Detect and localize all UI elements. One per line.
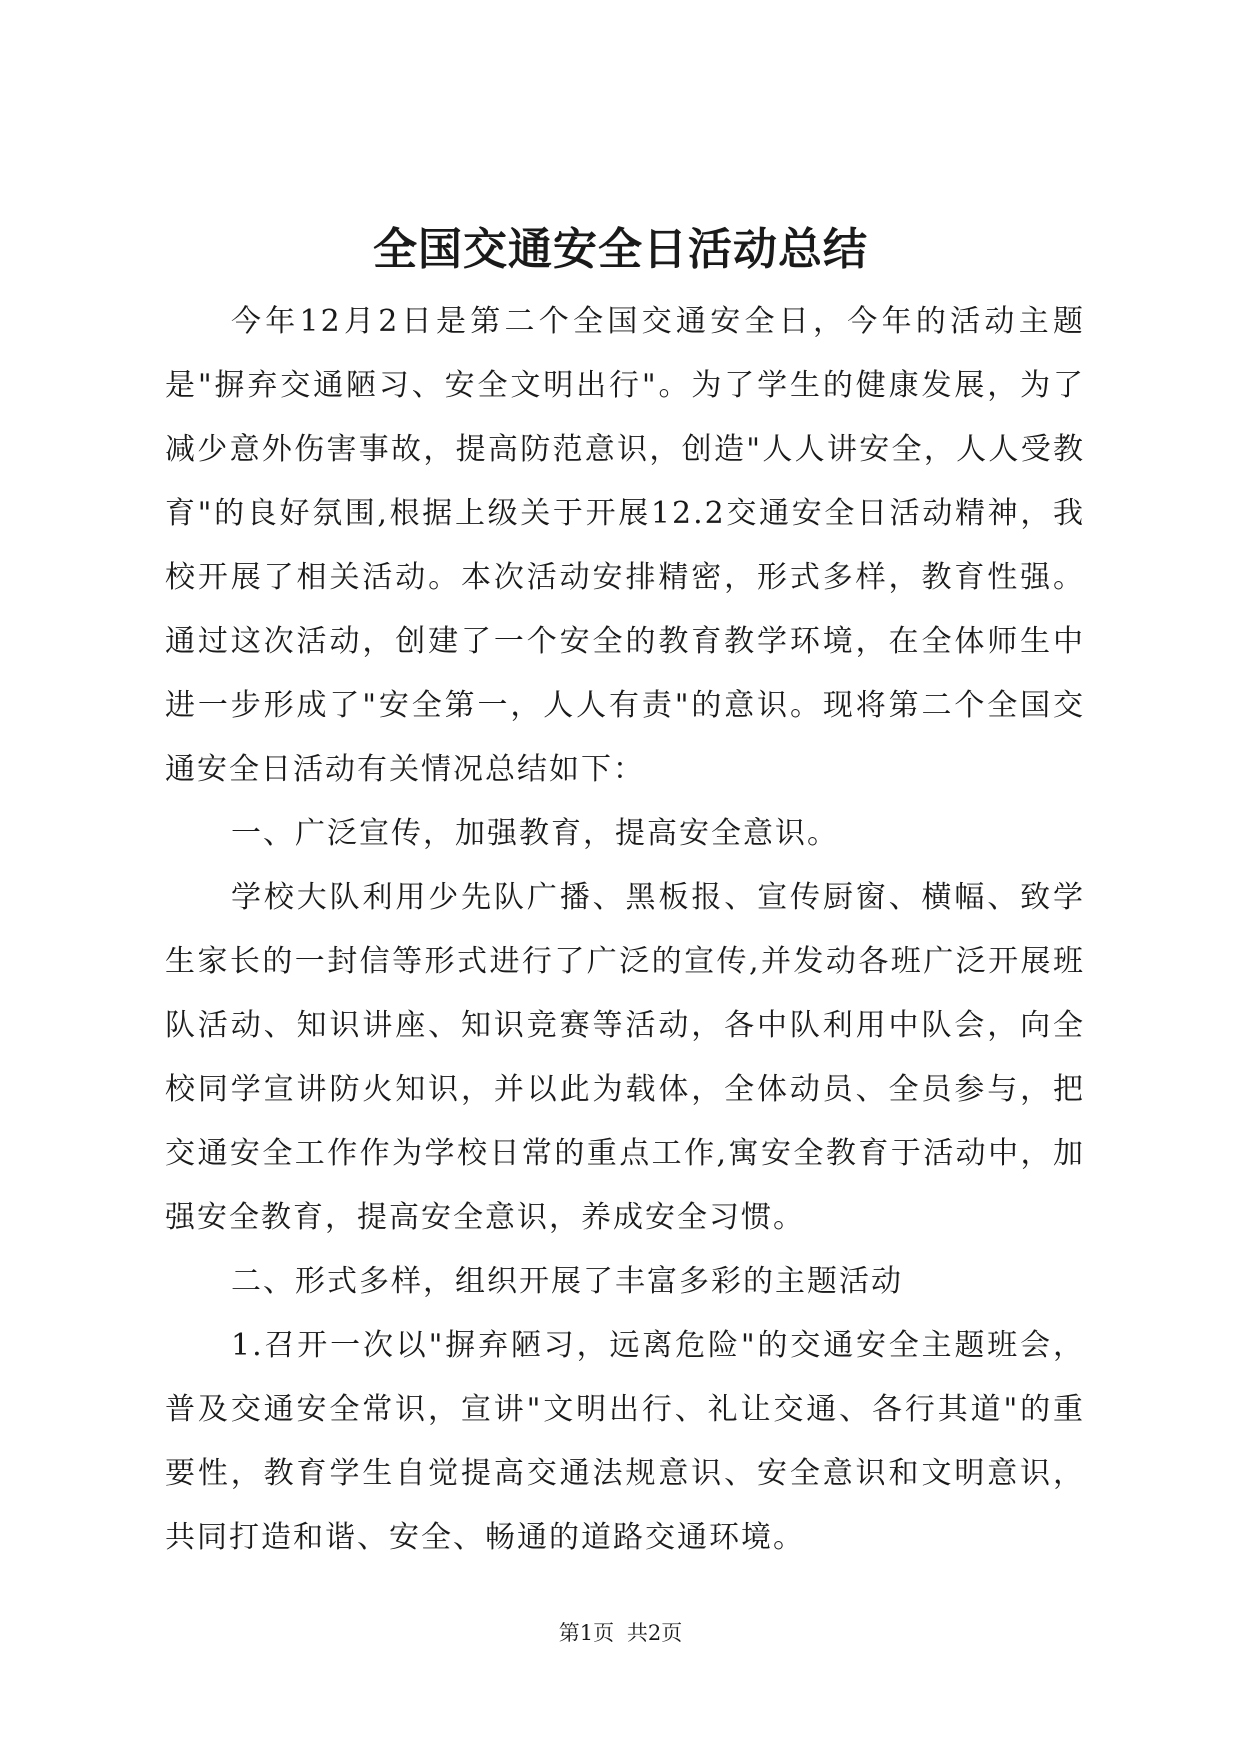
page-total: 共2页 bbox=[626, 1621, 683, 1645]
page-footer bbox=[0, 1618, 1241, 1648]
section-1-paragraph: 学校大队利用少先队广播、黑板报、宣传厨窗、横幅、致学生家长的一封信等形式进行了广泛的宣传,并发动各班广泛开展班队活动、知识讲座、知识竞赛等活动，各中队利用中队会，向全校同学宣讲防火知识，并以此为载体，全体动员、全员参与，把交通安全工作作为学校日常的重点工作,寓安全教育于活动中，加强安全教育，提高安全意识，养成安全习惯。 bbox=[165, 880, 1085, 1235]
intro-paragraph: 今年12月2日是第二个全国交通安全日，今年的活动主题是"摒弃交通陋习、安全文明出行"。为了学生的健康发展，为了减少意外伤害事故，提高防范意识，创造"人人讲安全，人人受教育"的良好氛围,根据上级关于开展12.2交通安全日活动精神，我校开展了相关活动。本次活动安排精密，形式多样，教育性强。通过这次活动，创建了一个安全的教育教学环境，在全体师生中进一步形成了"安全第一，人人有责"的意识。现将第二个全国交通安全日活动有关情况总结如下： bbox=[165, 304, 1085, 787]
page-number: 第1页 bbox=[558, 1621, 615, 1645]
section-heading-2: 二、形式多样，组织开展了丰富多彩的主题活动 bbox=[231, 1264, 903, 1299]
section-heading-1: 一、广泛宣传，加强教育，提高安全意识。 bbox=[231, 816, 839, 851]
section-2-item-1: 1.召开一次以"摒弃陋习，远离危险"的交通安全主题班会，普及交通安全常识，宣讲"文明出行、礼让交通、各行其道"的重要性，教育学生自觉提高交通法规意识、安全意识和文明意识，共同打造和谐、安全、畅通的道路交通环境。 bbox=[165, 1328, 1085, 1555]
document-title: 全国交通安全日活动总结 bbox=[373, 224, 868, 275]
document-body bbox=[165, 290, 1085, 1570]
